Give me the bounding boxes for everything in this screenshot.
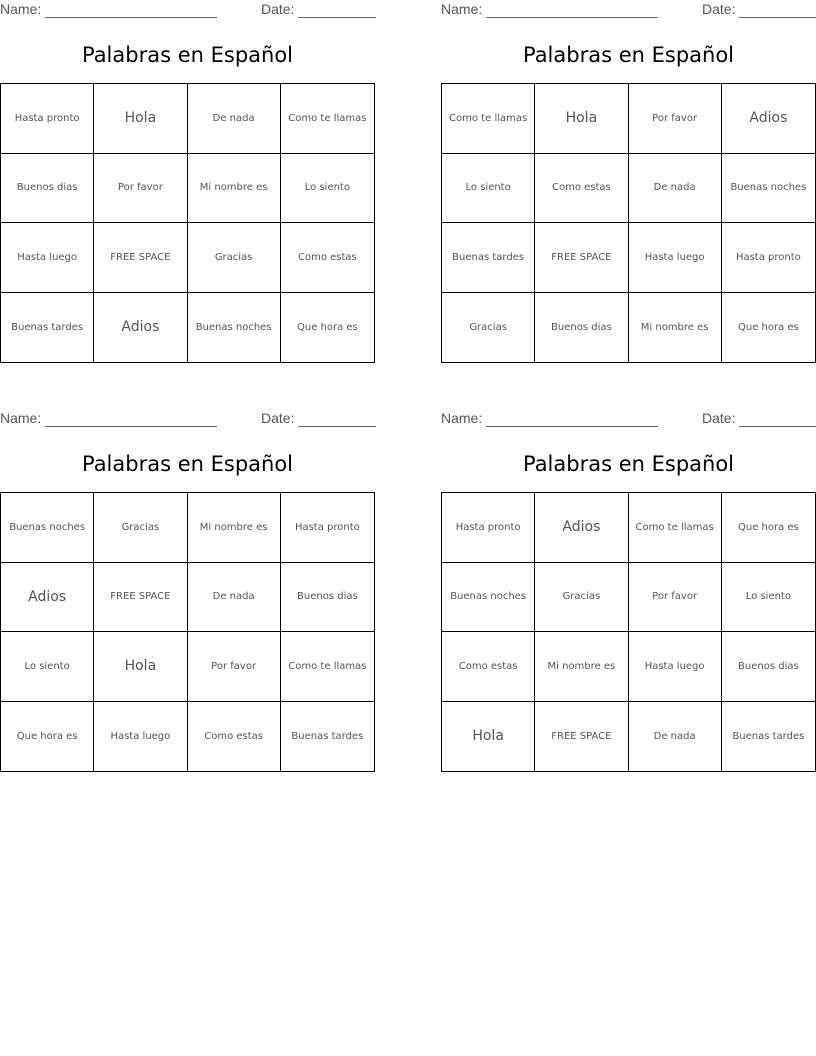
free-space-cell[interactable]: FREE SPACE bbox=[94, 223, 187, 293]
bingo-cell[interactable]: Como estas bbox=[281, 223, 374, 293]
bingo-card-3 bbox=[0, 409, 375, 773]
date-label: Date: bbox=[261, 1, 295, 17]
date-label: Date: bbox=[702, 410, 736, 426]
bingo-cell[interactable]: Buenos dias bbox=[281, 563, 374, 633]
name-blank-line[interactable] bbox=[486, 426, 658, 427]
bingo-cell[interactable]: Buenas noches bbox=[1, 493, 94, 563]
date-blank-line[interactable] bbox=[298, 17, 376, 18]
bingo-cell[interactable]: Hola bbox=[535, 84, 628, 154]
bingo-cell[interactable]: Hasta pronto bbox=[1, 84, 94, 154]
card-title: Palabras en Español bbox=[522, 452, 735, 476]
date-label: Date: bbox=[702, 1, 736, 17]
bingo-cell[interactable]: Buenas noches bbox=[188, 293, 281, 363]
bingo-cell[interactable]: De nada bbox=[188, 84, 281, 154]
bingo-cell[interactable]: Que hora es bbox=[1, 702, 94, 772]
bingo-cell[interactable]: Que hora es bbox=[737, 321, 799, 333]
free-space-cell[interactable]: FREE SPACE bbox=[535, 223, 628, 293]
bingo-cell[interactable]: Hasta pronto bbox=[281, 493, 374, 563]
bingo-grid bbox=[441, 83, 816, 363]
name-label: Name: bbox=[0, 410, 42, 426]
bingo-card-4 bbox=[441, 409, 816, 773]
name-date-row bbox=[0, 1, 375, 21]
bingo-cell[interactable]: Mi nombre es bbox=[629, 293, 722, 363]
bingo-cell[interactable]: Buenas tardes bbox=[291, 730, 364, 742]
name-label: Name: bbox=[0, 1, 42, 17]
bingo-cell[interactable]: Buenas tardes bbox=[442, 223, 535, 293]
bingo-cell[interactable]: Lo siento bbox=[442, 154, 535, 224]
bingo-cell[interactable]: Buenas noches bbox=[722, 154, 815, 224]
bingo-cell[interactable]: Como estas bbox=[442, 632, 535, 702]
bingo-cell[interactable]: Adios bbox=[94, 293, 187, 363]
bingo-cell[interactable]: Hasta luego bbox=[1, 223, 94, 293]
free-space-cell[interactable]: FREE SPACE bbox=[535, 702, 628, 772]
bingo-cell[interactable]: Como te llamas bbox=[281, 84, 374, 154]
bingo-cell[interactable]: Gracias bbox=[94, 493, 187, 563]
bingo-cell[interactable]: Lo siento bbox=[1, 632, 94, 702]
bingo-cell[interactable]: De nada bbox=[629, 154, 722, 224]
name-date-row bbox=[441, 1, 816, 21]
name-blank-line[interactable] bbox=[486, 17, 658, 18]
bingo-cell[interactable]: Como te llamas bbox=[442, 84, 535, 154]
bingo-cell[interactable]: Hola bbox=[94, 632, 187, 702]
bingo-cell[interactable]: Que hora es bbox=[296, 321, 358, 333]
bingo-cell[interactable]: Hola bbox=[442, 702, 535, 772]
bingo-cell[interactable]: Por favor bbox=[629, 563, 722, 633]
bingo-cell[interactable]: Por favor bbox=[94, 154, 187, 224]
bingo-cell[interactable]: Buenas tardes bbox=[1, 293, 94, 363]
bingo-cell[interactable]: Como estas bbox=[188, 702, 281, 772]
bingo-cell[interactable]: Buenos dias bbox=[1, 154, 94, 224]
bingo-grid bbox=[441, 492, 816, 772]
bingo-cell[interactable]: Por favor bbox=[188, 632, 281, 702]
bingo-cell[interactable]: Mi nombre es bbox=[535, 632, 628, 702]
bingo-cell[interactable]: Gracias bbox=[442, 293, 535, 363]
bingo-cell[interactable]: De nada bbox=[188, 563, 281, 633]
bingo-cell[interactable]: Gracias bbox=[535, 563, 628, 633]
bingo-cell[interactable]: Lo siento bbox=[722, 563, 815, 633]
name-label: Name: bbox=[441, 410, 483, 426]
bingo-grid bbox=[0, 83, 375, 363]
name-label: Name: bbox=[441, 1, 483, 17]
bingo-cell[interactable]: Hasta pronto bbox=[442, 493, 535, 563]
bingo-card-2 bbox=[441, 0, 816, 364]
bingo-cell[interactable]: Buenos dias bbox=[722, 632, 815, 702]
bingo-cell[interactable]: Gracias bbox=[188, 223, 281, 293]
name-date-row bbox=[0, 410, 375, 430]
bingo-cell[interactable]: Hasta luego bbox=[629, 223, 722, 293]
bingo-cell[interactable]: Lo siento bbox=[281, 154, 374, 224]
bingo-cell[interactable]: Hasta pronto bbox=[722, 223, 815, 293]
bingo-cell[interactable]: Hasta luego bbox=[94, 702, 187, 772]
name-date-row bbox=[441, 410, 816, 430]
bingo-cell[interactable]: Hola bbox=[94, 84, 187, 154]
card-title: Palabras en Español bbox=[81, 43, 294, 67]
bingo-cell[interactable]: Hasta luego bbox=[629, 632, 722, 702]
bingo-cell[interactable]: Que hora es bbox=[722, 493, 815, 563]
card-title: Palabras en Español bbox=[522, 43, 735, 67]
bingo-cell[interactable]: Como estas bbox=[535, 154, 628, 224]
date-blank-line[interactable] bbox=[298, 426, 376, 427]
bingo-cell[interactable]: Buenos dias bbox=[535, 293, 628, 363]
card-title: Palabras en Español bbox=[81, 452, 294, 476]
bingo-cell[interactable]: Mi nombre es bbox=[188, 154, 281, 224]
bingo-cell[interactable]: Como te llamas bbox=[629, 493, 722, 563]
bingo-cell[interactable]: De nada bbox=[629, 702, 722, 772]
date-blank-line[interactable] bbox=[739, 17, 816, 18]
bingo-cell[interactable]: Mi nombre es bbox=[188, 493, 281, 563]
bingo-grid bbox=[0, 492, 375, 772]
name-blank-line[interactable] bbox=[45, 17, 217, 18]
bingo-cell[interactable]: Adios bbox=[535, 493, 628, 563]
free-space-cell[interactable]: FREE SPACE bbox=[94, 563, 187, 633]
bingo-cell[interactable]: Buenas noches bbox=[442, 563, 535, 633]
date-label: Date: bbox=[261, 410, 295, 426]
bingo-card-1 bbox=[0, 0, 375, 364]
bingo-cell[interactable]: Buenas tardes bbox=[732, 730, 805, 742]
bingo-cell[interactable]: Adios bbox=[1, 563, 94, 633]
bingo-cell[interactable]: Como te llamas bbox=[281, 632, 374, 702]
date-blank-line[interactable] bbox=[739, 426, 816, 427]
bingo-cell[interactable]: Adios bbox=[722, 84, 815, 154]
name-blank-line[interactable] bbox=[45, 426, 217, 427]
bingo-cell[interactable]: Por favor bbox=[629, 84, 722, 154]
